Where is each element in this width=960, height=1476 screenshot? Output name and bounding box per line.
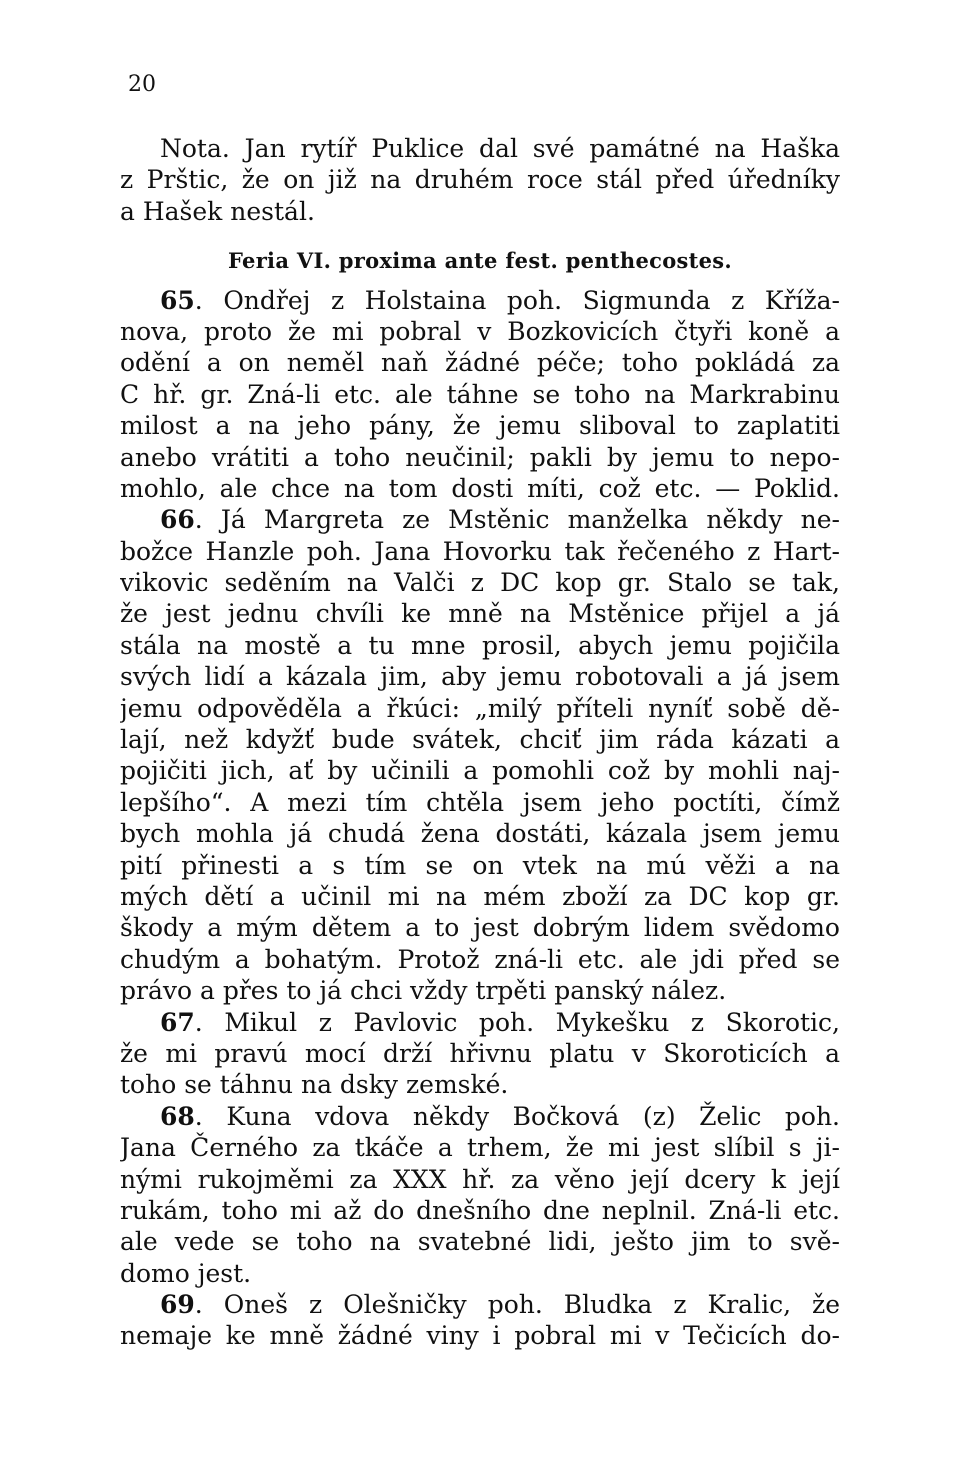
entry-paragraph [120,285,840,505]
text-line: svých lidí a kázala jim, aby jemu robotovali a já jsem [120,662,840,692]
entry-paragraph [120,1101,840,1289]
entry-first-line-text: . Oneš z Olešničky poh. Bludka z Kralic, že [194,1290,840,1320]
section-heading: Feria VI. proxima ante fest. penthecostes. [227,248,733,274]
text-line: lají, než kdyžť bude svátek, chciť jim ráda kázati a [120,725,840,755]
text-line: Jana Černého za tkáče a trhem, že mi jest slíbil s ji- [120,1133,840,1163]
text-line: že jest jednu chvíli ke mně na Mstěnice přijel a já [120,599,840,629]
entry-paragraph [120,1007,840,1101]
page-number: 20 [128,72,156,97]
entry-number: 65 [160,285,195,315]
entry-number: 67 [160,1007,195,1037]
text-line: mých dětí a učinil mi na mém zboží za DC kop gr. [120,881,840,911]
text-line: milost a na jeho pány, že jemu sliboval to zaplatiti [120,411,840,441]
text-block [120,133,840,1352]
entry-first-line [120,285,840,316]
text-line: pojičiti jich, ať by učinili a pomohli což by mohli naj- [120,756,840,786]
text-line: bych mohla já chudá žena dostáti, kázala jsem jemu [120,819,840,849]
text-line: že mi pravú mocí drží hřivnu platu v Skoroticích a [120,1038,840,1068]
text-line: C hř. gr. Zná-li etc. ale táhne se toho na Markrabinu [120,379,840,409]
entry-first-line [120,1101,840,1132]
entry-number: 68 [160,1101,195,1131]
note-paragraph [120,133,840,227]
text-line: odění a on neměl naň žádné péče; toho pokládá za [120,348,840,378]
text-line: domo jest. [120,1258,252,1288]
text-line: chudým a bohatým. Protož zná-li etc. ale jdi před se [120,944,840,974]
text-line: mohlo, ale chce na tom dosti míti, což etc. — Poklid. [120,473,840,503]
entry-first-line [120,1289,840,1320]
entry-first-line-text: . Ondřej z Holstaina poh. Sigmunda z Křížа- [194,285,840,315]
text-line: lepšího“. A mezi tím chtěla jsem jeho poctíti, čímž [120,787,840,817]
text-line: nova, proto že mi pobral v Bozkovicích čtyři koně a [120,316,840,346]
text-line: vikovic seděním na Valči z DC kop gr. Stalo se tak, [120,568,840,598]
text-line: Nota. Jan rytíř Puklice dal své památné na Haška [160,134,840,163]
entry-paragraph [120,1289,840,1352]
entry-number: 69 [160,1290,195,1320]
text-line: anebo vrátiti a toho neučinil; pakli by jemu to nepo- [120,442,840,472]
text-line: jemu odpověděla a řkúci: „milý příteli nyníť sobě dě- [120,693,840,723]
text-line: toho se táhnu na dsky zemské. [120,1070,509,1100]
entry-first-line-text: . Mikul z Pavlovic poh. Mykešku z Skorotic, [194,1007,840,1037]
text-line: ale vede se toho na svatebné lidi, ješto jim to svě- [120,1227,840,1257]
text-line: škody a mým dětem a to jest dobrým lidem svědomo [120,913,840,943]
entry-paragraph [120,504,840,1006]
text-line: z Prštic, že on již na druhém roce stál před úředníky [120,165,840,195]
text-line: rukám, toho mi až do dnešního dne neplnil. Zná-li etc. [120,1195,840,1225]
text-line: právo a přes to já chci vždy trpěti panský nález. [120,976,727,1006]
text-line: nemaje ke mně žádné viny i pobral mi v Tečicích do- [120,1321,840,1351]
entry-first-line-text: . Já Margreta ze Mstěnic manželka někdy ne- [194,505,840,535]
entry-number: 66 [160,505,195,535]
text-line: nými rukojměmi za XXX hř. za věno její dcery k její [120,1164,840,1194]
text-line: pití přinesti a s tím se on vtek na mú věži a na [120,850,840,880]
text-line: božce Hanzle poh. Jana Hovorku tak řečeného z Hart- [120,536,840,566]
text-line: stála na mostě a tu mne prosil, abych jemu pojičila [120,630,840,660]
entry-first-line [120,1007,840,1038]
entry-first-line [120,504,840,535]
text-line: a Hašek nestál. [120,196,315,226]
entry-first-line-text: . Kuna vdova někdy Bočková (z) Želic poh. [194,1101,840,1131]
